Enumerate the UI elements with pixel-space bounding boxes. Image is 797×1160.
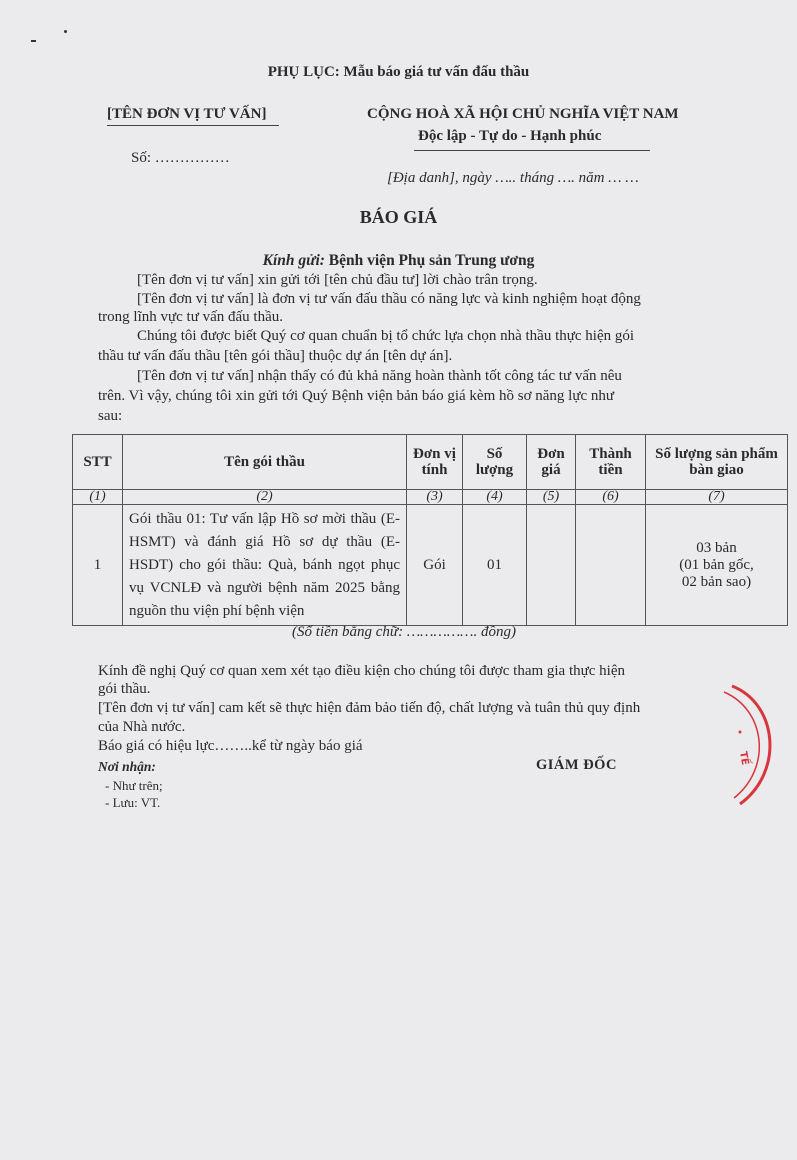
deliverables-line-3: 02 bản sao)	[681, 573, 752, 590]
appendix-title: PHỤ LỤC: Mẫu báo giá tư vấn đấu thầu	[267, 64, 530, 80]
national-title: CỘNG HOÀ XÃ HỘI CHỦ NGHĨA VIỆT NAM	[367, 106, 679, 122]
row-amount	[576, 505, 646, 626]
index-cell: (2)	[123, 490, 407, 505]
header-package-name: Tên gói thầu	[123, 435, 407, 490]
document-number: Số: ……………	[131, 150, 230, 166]
red-seal-stamp	[680, 680, 797, 810]
deliverables-line-2: (01 bản gốc,	[679, 556, 754, 573]
table-row	[73, 505, 788, 626]
body-paragraph-4-line-2: trên. Vì vậy, chúng tôi xin gửi tới Quý Bệnh viện bản báo giá kèm hồ sơ năng lực như	[98, 388, 615, 404]
recipient-item: - Lưu: VT.	[105, 795, 161, 810]
row-unit-price	[527, 505, 576, 626]
quotation-table	[72, 434, 788, 626]
body-paragraph-4-line-3: sau:	[98, 408, 123, 424]
scan-dot	[64, 30, 67, 33]
body-paragraph-2-line-2: trong lĩnh vực tư vấn đấu thầu.	[98, 309, 283, 325]
org-name-underline	[107, 125, 279, 126]
recipient-name: Bệnh viện Phụ sản Trung ương	[328, 252, 535, 269]
document-title: BÁO GIÁ	[359, 207, 438, 227]
table-header-row	[73, 435, 788, 490]
stamp-partial-text: TẾ	[737, 750, 751, 766]
closing-line-3: [Tên đơn vị tư vấn] cam kết sẽ thực hiện đảm bảo tiến độ, chất lượng và tuân thủ quy định	[98, 700, 641, 716]
table-index-row	[73, 490, 788, 505]
signature-title: GIÁM ĐỐC	[536, 757, 617, 773]
scan-mark	[31, 40, 36, 42]
motto-underline	[414, 150, 650, 151]
recipients-label: Nơi nhận:	[98, 759, 156, 774]
recipient-line	[0, 252, 797, 270]
index-cell: (5)	[527, 490, 576, 505]
index-cell: (3)	[407, 490, 463, 505]
header-unit-price: Đơn giá	[527, 435, 576, 490]
index-cell: (1)	[73, 490, 123, 505]
row-unit: Gói	[407, 505, 463, 626]
header-amount: Thành tiền	[576, 435, 646, 490]
index-cell: (7)	[646, 490, 788, 505]
closing-line-4: của Nhà nước.	[98, 719, 186, 735]
body-paragraph-2-line-1: [Tên đơn vị tư vấn] là đơn vị tư vấn đấu thầu có năng lực và kinh nghiệm hoạt động	[137, 291, 641, 307]
row-stt: 1	[73, 505, 123, 626]
row-quantity: 01	[463, 505, 527, 626]
org-name: [TÊN ĐƠN VỊ TƯ VẤN]	[107, 106, 267, 122]
closing-line-2: gói thầu.	[98, 681, 151, 697]
body-paragraph-3-line-1: Chúng tôi được biết Quý cơ quan chuẩn bị tổ chức lựa chọn nhà thầu thực hiện gói	[137, 328, 635, 344]
amount-in-words: (Số tiền bằng chữ: ……………. đồng)	[292, 624, 517, 640]
validity-line: Báo giá có hiệu lực……..kể từ ngày báo giá	[98, 738, 363, 754]
row-package-name: Gói thầu 01: Tư vấn lập Hồ sơ mời thầu (E-HSMT) và đánh giá Hồ sơ dự thầu (E-HSDT) cho gói thầu: Quà, bánh ngọt phục vụ VCNLĐ và người bệnh năm 2025 bằng nguồn thu viện phí bệnh viện	[123, 505, 407, 626]
index-cell: (4)	[463, 490, 527, 505]
national-motto: Độc lập - Tự do - Hạnh phúc	[418, 128, 602, 144]
date-line: [Địa danh], ngày ….. tháng …. năm … …	[387, 170, 639, 186]
body-paragraph-4-line-1: [Tên đơn vị tư vấn] nhận thấy có đủ khả năng hoàn thành tốt công tác tư vấn nêu	[137, 368, 622, 384]
header-quantity: Số lượng	[463, 435, 527, 490]
index-cell: (6)	[576, 490, 646, 505]
header-deliverables: Số lượng sản phẩm bàn giao	[646, 435, 788, 490]
header-unit: Đơn vị tính	[407, 435, 463, 490]
recipient-item: - Như trên;	[105, 778, 163, 793]
recipient-label: Kính gửi:	[262, 252, 325, 269]
header-stt: STT	[73, 435, 123, 490]
deliverables-line-1: 03 bản	[696, 539, 737, 556]
body-paragraph-1: [Tên đơn vị tư vấn] xin gửi tới [tên chủ đầu tư] lời chào trân trọng.	[137, 272, 538, 288]
row-deliverables	[646, 505, 788, 626]
body-paragraph-3-line-2: thầu tư vấn đấu thầu [tên gói thầu] thuộc dự án [tên dự án].	[98, 348, 453, 364]
closing-line-1: Kính đề nghị Quý cơ quan xem xét tạo điều kiện cho chúng tôi được tham gia thực hiện	[98, 663, 625, 679]
